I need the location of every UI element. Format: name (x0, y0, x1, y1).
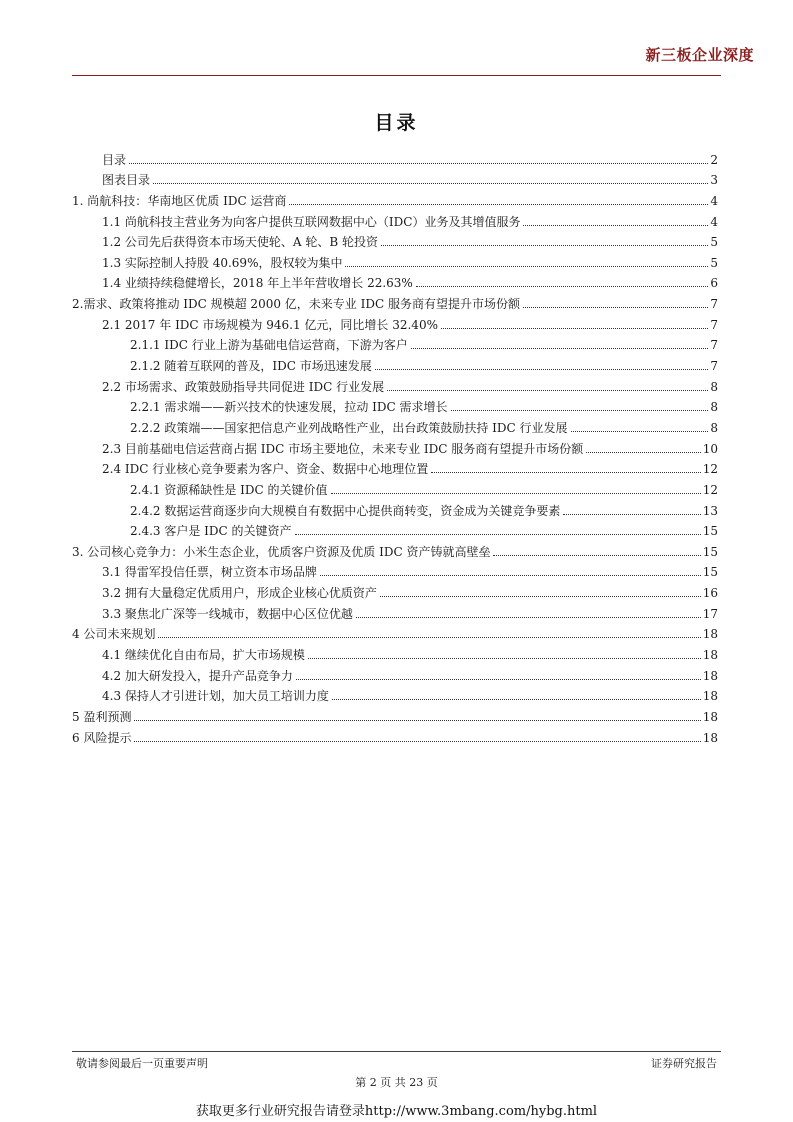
toc-entry[interactable] (72, 683, 718, 704)
toc-entry-page: 18 (702, 730, 718, 745)
toc-entry[interactable] (72, 229, 718, 250)
toc-entry[interactable] (72, 394, 718, 415)
toc-entry-page: 18 (702, 627, 718, 642)
toc-entry-label: 1.2 公司先后获得资本市场天使轮、A 轮、B 轮投资 (102, 235, 379, 250)
toc-dot-leader (571, 431, 709, 432)
toc-entry-page: 18 (702, 689, 718, 704)
toc-entry-label: 2.需求、政策将推动 IDC 规模超 2000 亿，未来专业 IDC 服务商有望提升市场份额 (72, 297, 520, 312)
table-of-contents (72, 146, 718, 745)
toc-entry-page: 12 (702, 462, 718, 477)
toc-entry-label: 目录 (102, 152, 127, 167)
toc-entry-label: 4.1 继续优化自由布局，扩大市场规模 (102, 648, 305, 663)
toc-entry-label: 图表目录 (102, 173, 151, 188)
toc-entry[interactable] (72, 559, 718, 580)
toc-entry-label: 1.4 业绩持续稳健增长，2018 年上半年营收增长 22.63% (102, 276, 413, 291)
toc-entry[interactable] (72, 703, 718, 724)
toc-dot-leader (134, 720, 700, 721)
page-title: 目录 (374, 112, 419, 134)
toc-entry[interactable] (72, 414, 718, 435)
toc-dot-leader (320, 575, 701, 576)
toc-entry-page: 2 (710, 152, 718, 167)
footer-divider (72, 1051, 721, 1052)
toc-dot-leader (411, 348, 709, 349)
toc-dot-leader (158, 637, 700, 638)
toc-dot-leader (380, 596, 701, 597)
toc-dot-leader (289, 204, 708, 205)
toc-entry-label: 6 风险提示 (72, 730, 132, 745)
toc-entry-label: 2.1.2 随着互联网的普及，IDC 市场迅速发展 (130, 359, 372, 374)
toc-entry-label: 1.1 尚航科技主营业务为向客户提供互联网数据中心（IDC）业务及其增值服务 (102, 214, 521, 229)
toc-entry-label: 4.2 加大研发投入，提升产品竞争力 (102, 668, 293, 683)
header-divider (72, 75, 721, 76)
footer-disclaimer: 敬请参阅最后一页重要声明 (76, 1057, 208, 1070)
toc-entry[interactable] (72, 621, 718, 642)
toc-dot-leader (331, 493, 701, 494)
footer-report-type: 证券研究报告 (651, 1057, 717, 1070)
toc-entry-page: 4 (710, 193, 718, 208)
toc-entry-page: 15 (702, 524, 718, 539)
toc-entry-label: 2.1.1 IDC 行业上游为基础电信运营商，下游为客户 (130, 338, 408, 353)
promo-link[interactable]: 获取更多行业研究报告请登录http://www.3mbang.com/hybg.html (195, 1104, 598, 1119)
toc-entry-page: 12 (702, 482, 718, 497)
toc-entry-page: 7 (710, 297, 718, 312)
toc-dot-leader (345, 266, 708, 267)
toc-entry[interactable] (72, 311, 718, 332)
toc-entry-label: 1. 尚航科技：华南地区优质 IDC 运营商 (72, 193, 287, 208)
toc-dot-leader (332, 699, 701, 700)
toc-dot-leader (563, 514, 700, 515)
toc-entry-page: 8 (710, 400, 718, 415)
toc-dot-leader (375, 369, 709, 370)
toc-entry-page: 8 (710, 420, 718, 435)
header-brand: 新三板企业深度 (645, 46, 754, 64)
toc-entry-page: 5 (710, 255, 718, 270)
toc-entry-label: 2.2.2 政策端——国家把信息产业列战略性产业，出台政策鼓励扶持 IDC 行业发展 (130, 420, 568, 435)
toc-entry[interactable] (72, 146, 718, 167)
toc-dot-leader (129, 163, 708, 164)
toc-entry[interactable] (72, 724, 718, 745)
toc-entry-page: 15 (702, 565, 718, 580)
toc-entry[interactable] (72, 332, 718, 353)
toc-dot-leader (586, 452, 700, 453)
toc-entry-label: 1.3 实际控制人持股 40.69%，股权较为集中 (102, 255, 343, 270)
toc-entry[interactable] (72, 641, 718, 662)
toc-entry-page: 6 (710, 276, 718, 291)
footer-page-number: 第 2 页 共 23 页 (355, 1076, 438, 1089)
toc-entry-page: 16 (702, 586, 718, 601)
toc-entry-label: 5 盈利预测 (72, 709, 132, 724)
toc-dot-leader (431, 472, 700, 473)
toc-entry[interactable] (72, 579, 718, 600)
toc-dot-leader (523, 307, 708, 308)
toc-entry-label: 3.3 聚焦北广深等一线城市，数据中心区位优越 (102, 606, 353, 621)
toc-entry-page: 18 (702, 648, 718, 663)
toc-entry-page: 5 (710, 235, 718, 250)
toc-entry-label: 3. 公司核心竞争力：小米生态企业，优质客户资源及优质 IDC 资产铸就高壁垒 (72, 544, 491, 559)
toc-entry-page: 10 (702, 441, 718, 456)
toc-entry-label: 2.2.1 需求端——新兴技术的快速发展，拉动 IDC 需求增长 (130, 400, 448, 415)
toc-entry-label: 4 公司未来规划 (72, 627, 156, 642)
toc-dot-leader (296, 679, 701, 680)
toc-dot-leader (381, 245, 708, 246)
toc-entry-label: 2.4 IDC 行业核心竞争要素为客户、资金、数据中心地理位置 (102, 462, 429, 477)
toc-entry[interactable] (72, 538, 718, 559)
toc-entry[interactable] (72, 518, 718, 539)
toc-entry[interactable] (72, 208, 718, 229)
toc-entry[interactable] (72, 167, 718, 188)
toc-entry[interactable] (72, 249, 718, 270)
toc-entry[interactable] (72, 373, 718, 394)
toc-entry[interactable] (72, 662, 718, 683)
toc-dot-leader (356, 617, 701, 618)
toc-entry[interactable] (72, 456, 718, 477)
toc-entry-label: 3.2 拥有大量稳定优质用户，形成企业核心优质资产 (102, 586, 377, 601)
toc-entry-page: 8 (710, 379, 718, 394)
toc-entry-label: 2.3 目前基础电信运营商占据 IDC 市场主要地位，未来专业 IDC 服务商有望提升市场份额 (102, 441, 584, 456)
toc-entry[interactable] (72, 352, 718, 373)
toc-entry[interactable] (72, 497, 718, 518)
toc-dot-leader (493, 555, 700, 556)
toc-entry[interactable] (72, 187, 718, 208)
toc-entry-label: 2.4.3 客户是 IDC 的关键资产 (130, 524, 292, 539)
toc-entry-page: 7 (710, 317, 718, 332)
toc-entry-page: 13 (702, 503, 718, 518)
toc-entry-page: 15 (702, 544, 718, 559)
toc-entry-label: 2.2 市场需求、政策鼓励指导共同促进 IDC 行业发展 (102, 379, 385, 394)
toc-dot-leader (441, 328, 708, 329)
toc-entry[interactable] (72, 476, 718, 497)
toc-entry-label: 2.1 2017 年 IDC 市场规模为 946.1 亿元，同比增长 32.40% (102, 317, 438, 332)
toc-entry[interactable] (72, 290, 718, 311)
toc-dot-leader (295, 534, 701, 535)
toc-entry-page: 7 (710, 338, 718, 353)
toc-entry-page: 18 (702, 668, 718, 683)
toc-entry-page: 7 (710, 359, 718, 374)
toc-dot-leader (153, 183, 708, 184)
toc-entry-page: 17 (702, 606, 718, 621)
toc-entry[interactable] (72, 435, 718, 456)
toc-entry-label: 3.1 得雷军投信任票，树立资本市场品牌 (102, 565, 317, 580)
toc-entry-label: 2.4.2 数据运营商逐步向大规模自有数据中心提供商转变，资金成为关键竞争要素 (130, 503, 561, 518)
toc-entry-page: 18 (702, 709, 718, 724)
toc-entry-page: 3 (710, 173, 718, 188)
toc-dot-leader (416, 286, 709, 287)
toc-dot-leader (308, 658, 701, 659)
toc-entry[interactable] (72, 600, 718, 621)
toc-dot-leader (523, 225, 708, 226)
toc-entry-page: 4 (710, 214, 718, 229)
toc-entry-label: 2.4.1 资源稀缺性是 IDC 的关键价值 (130, 482, 328, 497)
toc-dot-leader (387, 390, 708, 391)
toc-entry-label: 4.3 保持人才引进计划，加大员工培训力度 (102, 689, 329, 704)
toc-entry[interactable] (72, 270, 718, 291)
toc-dot-leader (451, 410, 709, 411)
toc-dot-leader (134, 741, 700, 742)
